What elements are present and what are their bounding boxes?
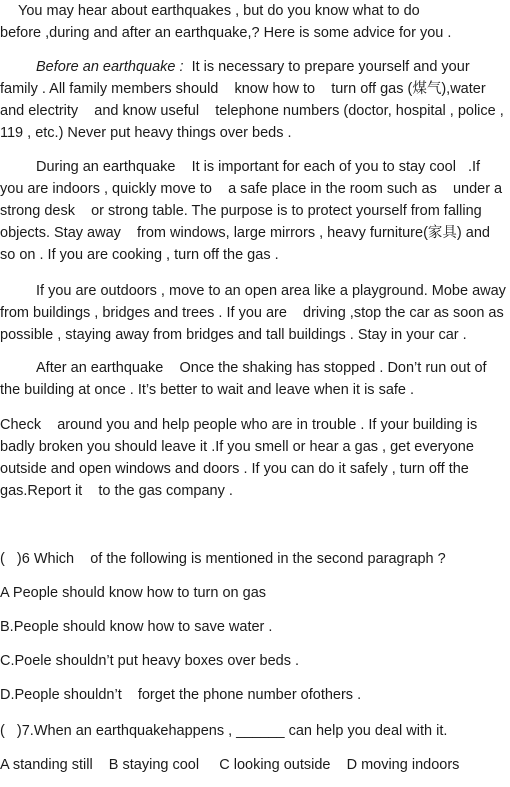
intro-line-2: before ,during and after an earthquake,? Here is some advice for you . xyxy=(0,25,452,41)
before-line-4: 119 , etc.) Never put heavy things over beds . xyxy=(0,125,292,141)
question-7-options: A standing still B staying cool C looking outside D moving indoors xyxy=(0,757,460,773)
during-line-3: strong desk or strong table. The purpose is to protect yourself from falling xyxy=(0,203,482,219)
question-6-option-d: D.People shouldn’t forget the phone number ofothers . xyxy=(0,687,362,703)
outdoors-line-1: If you are outdoors , move to an open area like a playground. Mobe away xyxy=(36,283,506,299)
question-6-option-c: C.Poele shouldn’t put heavy boxes over beds . xyxy=(0,653,300,669)
outdoors-line-2: from buildings , bridges and trees . If you are driving ,stop the car as soon as xyxy=(0,305,504,321)
check-line-3: outside and open windows and doors . If you can do it safely , turn off the xyxy=(0,461,469,477)
check-line-2: badly broken you should leave it .If you smell or hear a gas , get everyone xyxy=(0,439,474,455)
before-line-3: and electrity and know useful telephone numbers (doctor, hospital , police , xyxy=(0,103,504,119)
question-6-option-a: A People should know how to turn on gas xyxy=(0,585,267,601)
question-6-option-b: B.People should know how to save water . xyxy=(0,619,273,635)
check-line-1: Check around you and help people who are in trouble . If your building is xyxy=(0,417,478,433)
during-line-2: you are indoors , quickly move to a safe place in the room such as under a xyxy=(0,181,503,197)
after-line-2: the building at once . It’s better to wait and leave when it is safe . xyxy=(0,382,415,398)
question-7: ( )7.When an earthquakehappens , ______ can help you deal with it. xyxy=(0,723,448,739)
outdoors-line-3: possible , staying away from bridges and tall buildings . Stay in your car . xyxy=(0,327,467,343)
after-line-1: After an earthquake Once the shaking has stopped . Don’t run out of xyxy=(36,360,487,376)
during-line-4: objects. Stay away from windows, large mirrors , heavy furniture(家具) and xyxy=(0,225,490,241)
intro-line-1: You may hear about earthquakes , but do you know what to do xyxy=(18,3,420,19)
check-line-4: gas.Report it to the gas company . xyxy=(0,483,233,499)
before-heading: Before an earthquake : xyxy=(36,59,184,75)
before-line-1 xyxy=(36,56,470,78)
before-line-1-rest: It is necessary to prepare yourself and your xyxy=(183,59,470,75)
during-line-1: During an earthquake It is important for each of you to stay cool .If xyxy=(36,159,481,175)
during-line-5: so on . If you are cooking , turn off the gas . xyxy=(0,247,279,263)
question-6: ( )6 Which of the following is mentioned in the second paragraph ? xyxy=(0,551,446,567)
before-line-2: family . All family members should know how to turn off gas (煤气),water xyxy=(0,81,486,97)
